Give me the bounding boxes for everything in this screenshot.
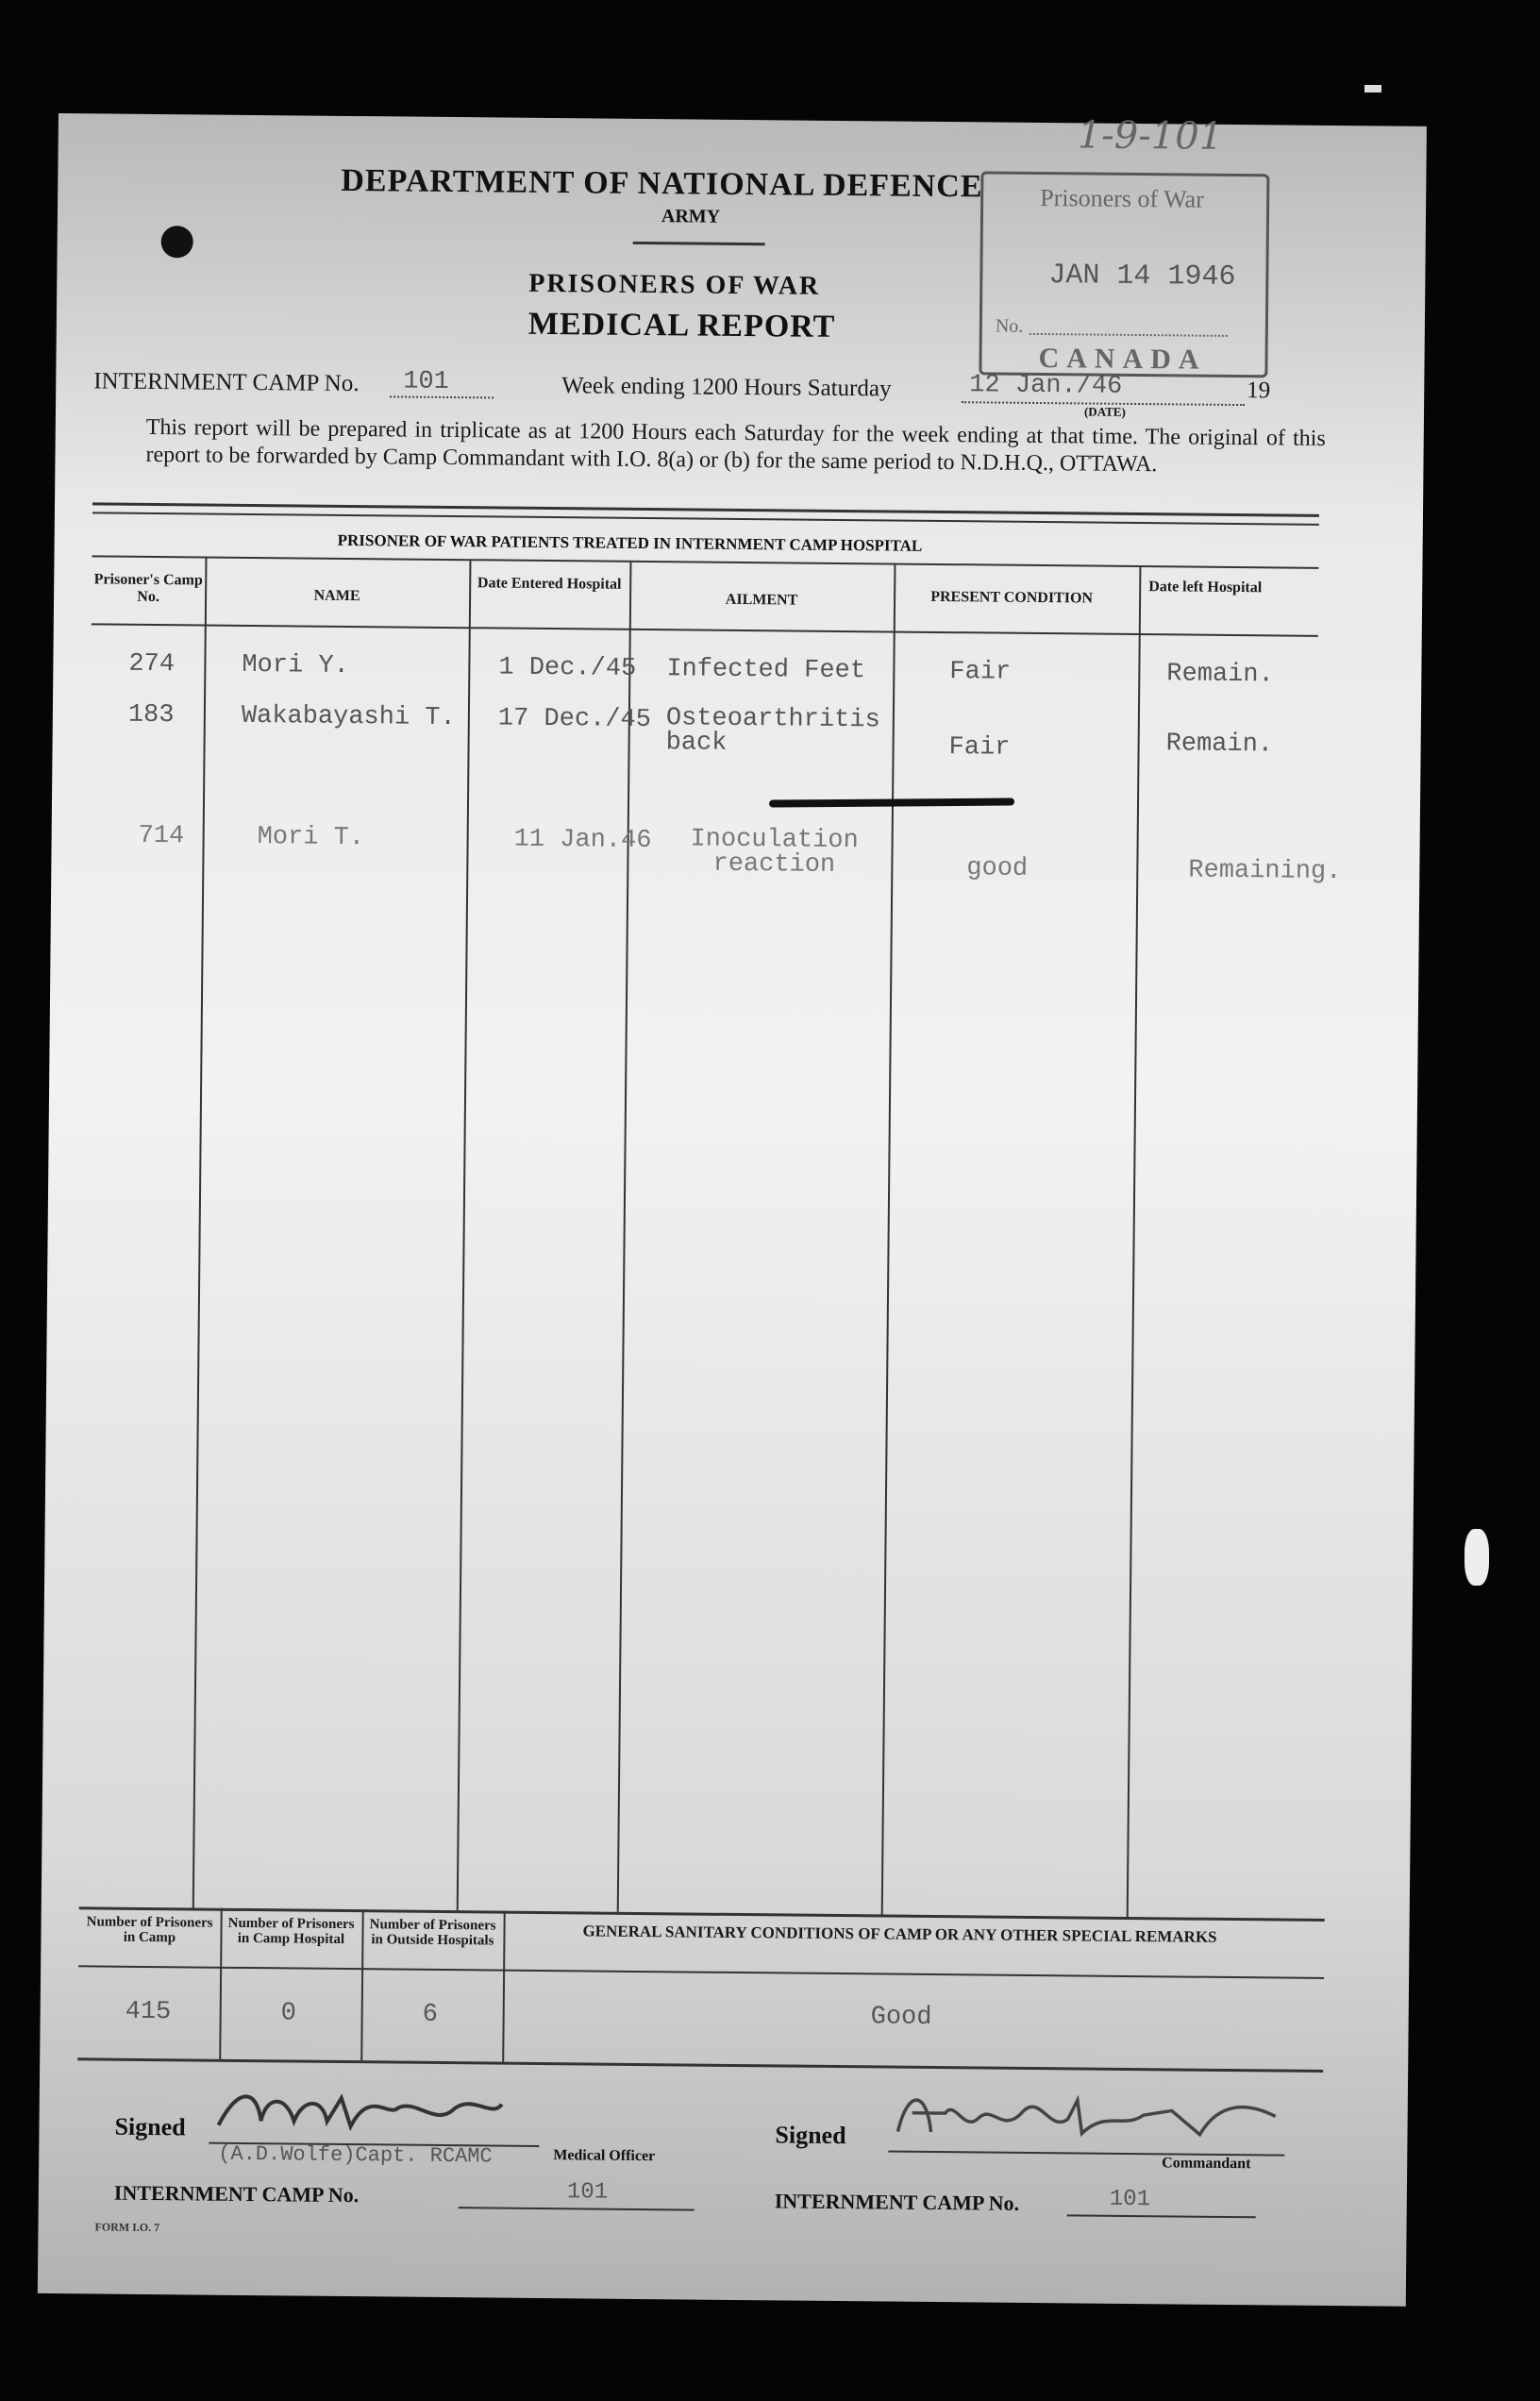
scan-artifact (1364, 85, 1381, 92)
form-title-1: PRISONERS OF WAR (528, 268, 821, 301)
department-heading: DEPARTMENT OF NATIONAL DEFENCE (341, 162, 983, 205)
row-name: Mori Y. (242, 650, 349, 680)
row-name: Wakabayashi T. (241, 701, 456, 733)
date-caption: (DATE) (1083, 404, 1126, 419)
col-date-left-header: Date left Hospital (1148, 579, 1263, 596)
signed-label-left: Signed (114, 2112, 186, 2141)
service-heading: ARMY (661, 206, 721, 227)
report-form (38, 113, 1427, 2307)
row-date-entered: 17 Dec./45 (497, 704, 652, 735)
stamp-country: CANADA (1038, 342, 1207, 376)
commandant-signature (888, 2080, 1285, 2159)
summary-col-in-camp: Number of Prisoners in Camp (86, 1914, 213, 1946)
file-reference: 1-9-101 (1077, 113, 1224, 159)
right-camp-number: 101 (1109, 2186, 1151, 2213)
summary-in-camp-value: 415 (125, 1997, 172, 2027)
row-date-entered: 1 Dec./45 (498, 653, 637, 683)
commandant-role: Commandant (1162, 2155, 1251, 2173)
camp-number: 101 (403, 367, 450, 396)
scan-artifact (1465, 1529, 1489, 1586)
stamp-date: JAN 14 1946 (1048, 260, 1236, 294)
row-condition: good (966, 854, 1029, 883)
signed-label-right: Signed (775, 2121, 846, 2150)
ink-blot (161, 226, 193, 258)
form-number: FORM I.O. 7 (94, 2220, 160, 2235)
col-ailment-header: AILMENT (725, 591, 798, 609)
row-date-left: Remain. (1166, 660, 1274, 690)
row-date-left: Remain. (1165, 730, 1274, 760)
summary-col-remarks: GENERAL SANITARY CONDITIONS OF CAMP OR ANY OTHER SPECIAL REMARKS (582, 1922, 1217, 1946)
row-condition: Fair (948, 733, 1011, 763)
right-camp-label: INTERNMENT CAMP No. (774, 2189, 1020, 2215)
week-ending-date: 12 Jan./46 (969, 371, 1123, 401)
col-date-entered-header: Date Entered Hospital (477, 575, 622, 593)
summary-in-hospital-value: 0 (280, 1999, 297, 2028)
row-ailment: Infected Feet (666, 655, 866, 686)
col-condition-header: PRESENT CONDITION (930, 588, 1094, 607)
stamp-top-text: Prisoners of War (1040, 183, 1204, 213)
form-title-2: MEDICAL REPORT (527, 306, 836, 344)
medical-officer-role: Medical Officer (553, 2147, 656, 2165)
stamp-no-label: No. (995, 315, 1024, 337)
row-camp-no: 183 (127, 700, 175, 730)
table-title: PRISONER OF WAR PATIENTS TREATED IN INTERNMENT CAMP HOSPITAL (337, 530, 923, 555)
row-camp-no: 274 (128, 649, 176, 680)
row-name: Mori T. (257, 823, 365, 853)
row-condition: Fair (949, 658, 1012, 687)
summary-col-outside: Number of Prisoners in Outside Hospitals (369, 1917, 496, 1949)
crossed-out-mark (769, 798, 1014, 807)
summary-remarks-value: Good (870, 2003, 932, 2032)
received-stamp (979, 171, 1269, 378)
left-camp-number: 101 (566, 2179, 609, 2206)
left-camp-label: INTERNMENT CAMP No. (113, 2180, 360, 2208)
row-date-left: Remaining. (1188, 856, 1342, 887)
week-ending-label: Week ending 1200 Hours Saturday (561, 373, 892, 402)
summary-outside-value: 6 (422, 2000, 439, 2029)
col-camp-no-header: Prisoner's Camp No. (93, 571, 203, 606)
row-camp-no: 714 (138, 821, 185, 851)
camp-label: INTERNMENT CAMP No. (93, 368, 360, 397)
medical-officer-signature (209, 2078, 511, 2147)
medical-officer-name: (A.D.Wolfe)Capt. RCAMC (218, 2141, 493, 2169)
summary-col-in-hospital: Number of Prisoners in Camp Hospital (227, 1915, 355, 1947)
row-ailment: Inoculation reaction (690, 825, 859, 880)
row-date-entered: 11 Jan.46 (513, 825, 652, 856)
instructions-text: This report will be prepared in triplicate as at 1200 Hours each Saturday for the week ending at that time. The original of this report to be forwarded by Camp Commandant with I.O. 8(a) or (b) for the same period to N.D.H.Q., OTTAWA. (145, 414, 1326, 478)
col-name-header: NAME (313, 587, 360, 605)
year-prefix: 19 (1247, 378, 1271, 404)
row-ailment: Osteoarthritis back (665, 704, 880, 758)
